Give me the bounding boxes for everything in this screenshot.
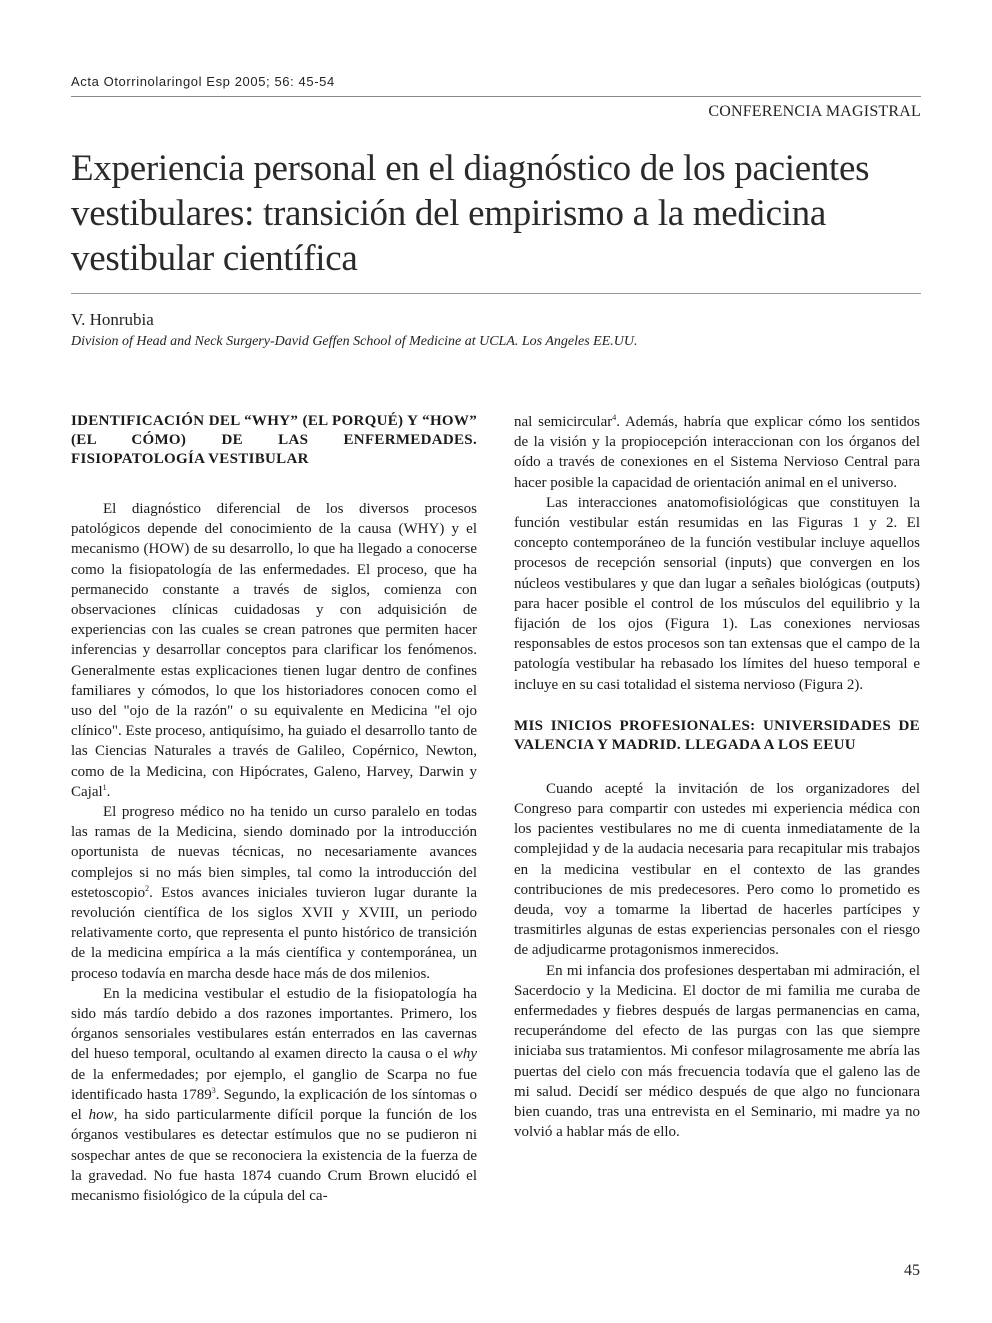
journal-citation: Acta Otorrinolaringol Esp 2005; 56: 45-54: [71, 74, 335, 89]
reference-marker: 3: [211, 1085, 216, 1095]
reference-marker: 1: [102, 782, 107, 792]
section-label: CONFERENCIA MAGISTRAL: [708, 103, 921, 120]
paragraph: El progreso médico no ha tenido un curso paralelo en todas las ramas de la Medicina, siendo dominado por la introducción oportunista de nuevas técnicas, no necesariamente avances complejos si no más bien simples, tal como la introducción del estetoscopio$^2$. Estos avances iniciales tuvieron lugar durante la revolución científica de los siglos XVII y XVIII, un periodo relativamente corto, que representa el punto histórico de transición de la medicina empírica a la más científica y contemporánea, un proceso todavía en marcha desde hace más de dos milenios.: [71, 804, 477, 982]
paragraph: nal semicircular$^4$. Además, habría que explicar cómo los sentidos de la visión y la propiocepción interaccionan con los órganos del oído a través de conexiones en el Sistema Nervioso Central para hacer posible la capacidad de orientación animal en el universo.: [514, 413, 920, 491]
reference-marker: 4: [612, 413, 617, 422]
page-number: 45: [904, 1262, 920, 1279]
paragraph: Cuando acepté la invitación de los organizadores del Congreso para compartir con ustedes mi experiencia médica con los pacientes vestibulares no me di cuenta inmediatamente de la complejidad y de la audacia necesaria para recapitular mis trabajos en la medicina vestibular en el contexto de las grandes contribuciones de mis predecesores. Pero como lo prometido es deuda, voy a tomarme la libertad de hacerles partícipes y trasmitirles algunas de estas experiencias personales con el riesgo de adjudicarme protagonismos inmerecidos.: [514, 780, 920, 959]
paragraph: El diagnóstico diferencial de los diversos procesos patológicos depende del conocimiento de la causa (WHY) y el mecanismo (HOW) de su desarrollo, lo que ha llegado a conocerse como la fisiopatología de las enfermedades. El proceso, que ha permanecido constante a través de siglos, comienza con observaciones clínicas cuidadosas y con adquisición de experiencias con las cuales se crean patrones que permiten hacer inferencias y desarrollar conceptos para clarificar los fenómenos. Generalmente estas explicaciones tienen lugar dentro de confines familiares y cómodos, lo que los historiadores conocen como el uso del "ojo de la razón" o su equivalente en Medicina "el ojo clínico". Este proceso, antiquísimo, ha guiado el desarrollo tanto de las Ciencias Naturales a través de Galileo, Copérnico, Newton, como de la Medicina, con Hipócrates, Galeno, Harvey, Darwin y Cajal$^1$.: [71, 501, 477, 800]
title-divider: [71, 293, 921, 294]
section-heading-beginnings: MIS INICIOS PROFESIONALES: UNIVERSIDADES DE VALENCIA Y MADRID. LLEGADA A LOS EEUU: [514, 717, 920, 753]
section-heading-why-how: IDENTIFICACIÓN DEL “WHY” (EL PORQUÉ) Y “HOW” (EL CÓMO) DE LAS ENFERMEDADES. FISIOPATOLOGÍA VESTIBULAR: [71, 413, 477, 467]
author-affiliation: Division of Head and Neck Surgery-David Geffen School of Medicine at UCLA. Los Angeles EE.UU.: [71, 334, 638, 349]
paragraph: Las interacciones anatomofisiológicas que constituyen la función vestibular están resumidas en las Figuras 1 y 2. El concepto contemporáneo de la función vestibular incluye aquellos procesos de recepción sensorial (inputs) que convergen en los núcleos vestibulares y que dan lugar a señales biológicas (outputs) para hacer posible el control de los músculos del equilibrio y la fijación de los ojos (Figura 1). Las conexiones nerviosas responsables de estos procesos son tan extensas que el campo de la patología vestibular ha rebasado los límites del hueso temporal e incluye en su casi totalidad el sistema nervioso (Figura 2).: [514, 494, 920, 693]
header-divider: [71, 96, 921, 97]
paragraph: En mi infancia dos profesiones despertaban mi admiración, el Sacerdocio y la Medicina. El doctor de mi familia me curaba de enfermedades y fiebres después de largas permanencias en cama, recuperándome del efecto de las purgas con las que siempre iniciaba sus tratamientos. Mi confesor milagrosamente me abría las puertas del cielo con más frecuencia todavía que el galeno las de mi salud. Decidí ser médico después de que algo no funcionara bien cuando, tras una entrevista en el Seminario, mi madre ya no volvió a hablar más de ello.: [514, 962, 920, 1141]
author-name: V. Honrubia: [71, 310, 154, 329]
left-column: [71, 412, 477, 1206]
right-column: [514, 412, 920, 1143]
paragraph: En la medicina vestibular el estudio de la fisiopatología ha sido más tardío debido a dos razones importantes. Primero, los órganos sensoriales vestibulares están enterrados en las cavernas del hueso temporal, ocultando al examen directo la causa o el why de la enfermedades; por ejemplo, el ganglio de Scarpa no fue identificado hasta 1789$^3$. Segundo, la explicación de los síntomas o el how, ha sido particularmente difícil porque la función de los órganos vestibulares es detectar estímulos que no se pudieron ni sospechar antes de que se reconociera la existencia de la fuerza de la gravedad. No fue hasta 1874 cuando Crum Brown elucidó el mecanismo fisiológico de la cúpula del ca-: [71, 985, 477, 1204]
article-title: Experiencia personal en el diagnóstico de los pacientes vestibulares: transición del empirismo a la medicina vestibular científica: [71, 148, 870, 279]
reference-marker: 2: [145, 883, 150, 893]
